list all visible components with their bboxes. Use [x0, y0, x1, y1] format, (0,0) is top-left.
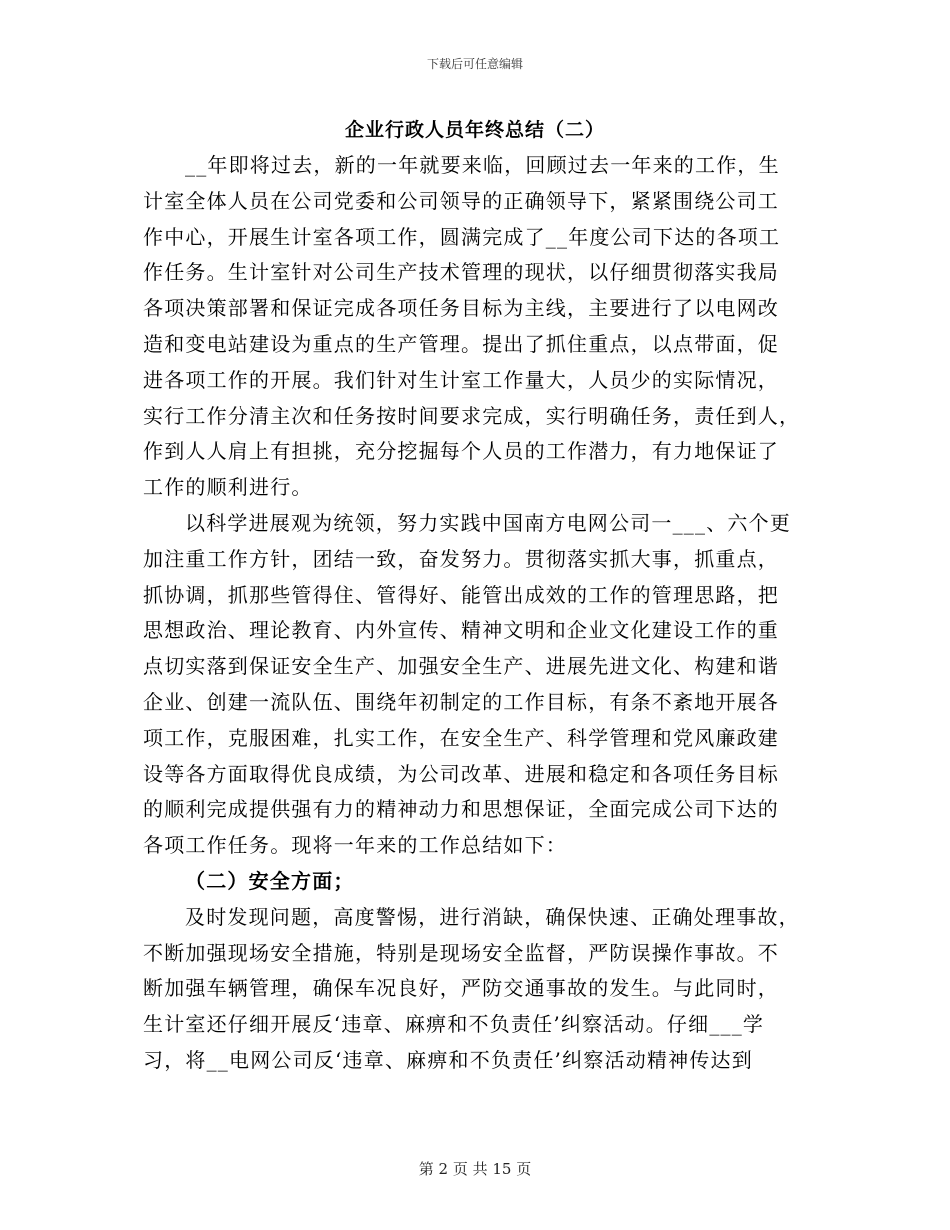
- paragraph-line: 作到人人肩上有担挑，充分挖掘每个人员的工作潜力，有力地保证了: [143, 439, 779, 464]
- paragraph-line: 作中心，开展生计室各项工作，圆满完成了__年度公司下达的各项工: [143, 224, 781, 249]
- paragraph-line: 作任务。生计室针对公司生产技术管理的现状，以仔细贯彻落实我局: [143, 260, 779, 285]
- section-heading: （二）安全方面；: [185, 868, 355, 893]
- paragraph-line: 生计室还仔细开展反‘违章、麻痹和不负责任’纠察活动。仔细___学: [143, 1012, 765, 1037]
- paragraph-line: 企业、创建一流队伍、围绕年初制定的工作目标，有条不紊地开展各: [143, 689, 779, 714]
- paragraph-line: 各项工作任务。现将一年来的工作总结如下：: [143, 833, 567, 858]
- page-number-footer: 第 2 页 共 15 页: [418, 1160, 532, 1178]
- document-title: 企业行政人员年终总结（二）: [344, 119, 605, 141]
- paragraph-line: 项工作，克服困难，扎实工作，在安全生产、科学管理和党风廉政建: [143, 725, 779, 750]
- paragraph-line: 设等各方面取得优良成绩，为公司改革、进展和稳定和各项任务目标: [143, 761, 779, 786]
- paragraph-line: 习，将__电网公司反‘违章、麻痹和不负责任’纠察活动精神传达到: [143, 1047, 753, 1072]
- paragraph-line: 及时发现问题，高度警惕，进行消缺，确保快速、正确处理事故，: [185, 904, 800, 929]
- paragraph-line: 造和变电站建设为重点的生产管理。提出了抓住重点，以点带面，促: [143, 331, 779, 356]
- paragraph-line: 加注重工作方针，团结一致，奋发努力。贯彻落实抓大事，抓重点，: [143, 546, 779, 571]
- paragraph-line: __年即将过去，新的一年就要来临，回顾过去一年来的工作，生: [185, 153, 780, 177]
- paragraph-line: 以科学进展观为统领，努力实践中国南方电网公司一___、六个更: [185, 510, 791, 535]
- paragraph-line: 不断加强现场安全措施，特别是现场安全监督，严防误操作事故。不: [143, 940, 779, 965]
- paragraph-line: 进各项工作的开展。我们针对生计室工作量大，人员少的实际情况，: [143, 367, 779, 392]
- paragraph-line: 思想政治、理论教育、内外宣传、精神文明和企业文化建设工作的重: [143, 618, 779, 643]
- paragraph-line: 各项决策部署和保证完成各项任务目标为主线，主要进行了以电网改: [143, 296, 779, 321]
- page-header-note: 下载后可任意编辑: [426, 57, 523, 71]
- document-body: [143, 148, 807, 1079]
- paragraph-line: 点切实落到保证安全生产、加强安全生产、进展先进文化、构建和谐: [143, 654, 779, 679]
- paragraph-line: 的顺利完成提供强有力的精神动力和思想保证，全面完成公司下达的: [143, 797, 779, 822]
- paragraph-line: 断加强车辆管理，确保车况良好，严防交通事故的发生。与此同时，: [143, 976, 779, 1001]
- paragraph-line: 抓协调，抓那些管得住、管得好、能管出成效的工作的管理思路，把: [143, 582, 779, 607]
- paragraph-line: 实行工作分清主次和任务按时间要求完成，实行明确任务，责任到人，: [143, 403, 801, 428]
- paragraph-line: 计室全体人员在公司党委和公司领导的正确领导下，紧紧围绕公司工: [143, 188, 779, 213]
- paragraph-line: 工作的顺利进行。: [143, 475, 313, 500]
